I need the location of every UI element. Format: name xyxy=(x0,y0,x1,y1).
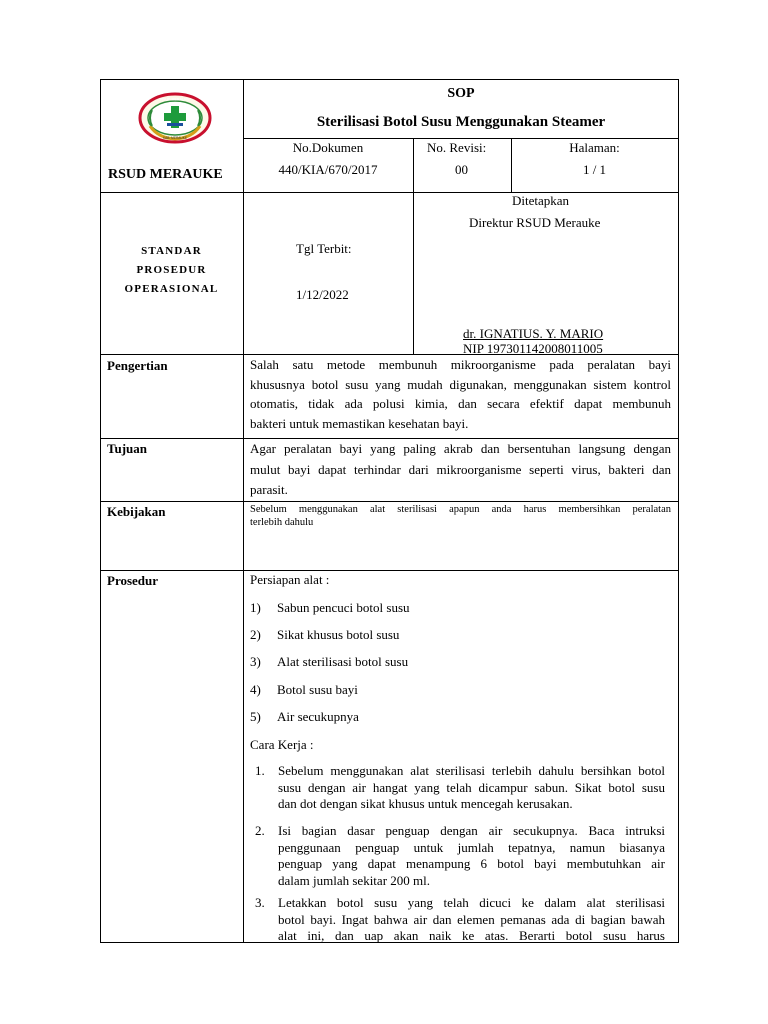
text-line: Letakkan botol susu yang telah dicuci ke dalam alat sterilisasi xyxy=(278,895,665,910)
sop-heading: SOP xyxy=(447,86,475,101)
step-number: 3. xyxy=(255,895,265,910)
text-line: penguap yang dapat menampung 6 botol bayi membutuhkan air xyxy=(278,856,665,871)
alat-number: 4) xyxy=(250,682,261,697)
no-dokumen-value: 440/KIA/670/2017 xyxy=(278,162,378,177)
table-hline-title xyxy=(243,138,679,139)
alat-item: Sabun pencuci botol susu xyxy=(277,600,410,615)
tgl-terbit-label: Tgl Terbit: xyxy=(296,241,352,256)
alat-number: 3) xyxy=(250,654,261,669)
text-line: Isi bagian dasar penguap dengan air secukupnya. Baca intruksi xyxy=(278,823,665,838)
text-line: mulut bayi dapat terhindar dari mikroorganisme seperti virus, bakteri dan xyxy=(250,461,671,477)
table-hline-kebijakan xyxy=(100,570,679,571)
operasional-label: OPERASIONAL xyxy=(124,283,219,295)
tujuan-text xyxy=(250,439,671,501)
persiapan-alat-title: Persiapan alat : xyxy=(250,572,330,587)
text-line: Sebelum menggunakan alat sterilisasi terlebih dahulu bersihkan botol xyxy=(278,763,665,778)
alat-item: Sikat khusus botol susu xyxy=(277,627,400,642)
text-line: dan dot dengan sikat khusus untuk mencegah kerusakan. xyxy=(278,796,573,811)
text-line: penggunaan penguap untuk jumlah tepatnya, namun biasanya xyxy=(278,839,665,855)
hospital-name: RSUD MERAUKE xyxy=(108,167,223,182)
signatory-name: dr. IGNATIUS. Y. MARIO xyxy=(463,326,604,341)
text-line: Salah satu metode membunuh mikroorganisme pada peralatan bayi xyxy=(250,357,671,372)
table-hline-header xyxy=(100,192,679,193)
text-line: otomatis, tidak ada polusi kimia, dan secara efektif dapat membunuh xyxy=(250,396,671,411)
halaman-label: Halaman: xyxy=(569,140,620,155)
table-border-top xyxy=(100,79,679,80)
kebijakan-text xyxy=(250,503,671,529)
alat-number: 1) xyxy=(250,600,261,615)
text-line: terlebih dahulu xyxy=(250,517,314,528)
step-number: 1. xyxy=(255,763,265,778)
tgl-terbit-value: 1/12/2022 xyxy=(296,287,349,302)
text-line: khususnya botol susu yang mudah digunakan, menggunakan sistem kontrol xyxy=(250,376,671,392)
pengertian-text xyxy=(250,355,671,433)
text-line: alat ini, dan uap akan naik ke atas. Berarti botol susu harus xyxy=(278,928,665,943)
step-number: 2. xyxy=(255,823,265,838)
table-border-left xyxy=(100,79,101,943)
text-line: bakteri untuk memastikan kesehatan bayi. xyxy=(250,415,469,431)
text-line: botol bayi. Ingat bahwa air dan elemen pemanas ada di bagian bawah xyxy=(278,911,665,927)
hospital-logo xyxy=(138,92,212,144)
pengertian-label: Pengertian xyxy=(107,358,168,373)
text-line: Agar peralatan bayi yang paling akrab dan bersentuhan langsung dengan xyxy=(250,441,671,456)
no-dokumen-label: No.Dokumen xyxy=(292,140,364,155)
alat-item: Alat sterilisasi botol susu xyxy=(277,654,409,669)
kebijakan-label: Kebijakan xyxy=(107,504,166,519)
step-text xyxy=(278,823,665,889)
step-text xyxy=(278,895,665,945)
prosedur-section-label: Prosedur xyxy=(107,573,159,588)
svg-text:RSUD MERAUKE: RSUD MERAUKE xyxy=(160,97,190,102)
table-vline-nodok xyxy=(413,138,414,354)
tujuan-label: Tujuan xyxy=(107,441,147,456)
ditetapkan-label: Ditetapkan xyxy=(512,193,570,208)
prosedur-label: PROSEDUR xyxy=(136,264,207,276)
text-line: parasit. xyxy=(250,482,288,497)
document-title: Sterilisasi Botol Susu Menggunakan Steamer xyxy=(316,114,606,130)
halaman-value: 1 / 1 xyxy=(582,162,607,177)
table-hline-tujuan xyxy=(100,501,679,502)
alat-item: Air secukupnya xyxy=(277,709,359,724)
direktur-label: Direktur RSUD Merauke xyxy=(469,215,601,230)
table-vline-left-col xyxy=(243,79,244,943)
step-text xyxy=(278,763,665,813)
alat-number: 2) xyxy=(250,627,261,642)
cara-kerja-title: Cara Kerja : xyxy=(250,737,314,752)
text-line: Sebelum menggunakan alat sterilisasi apapun anda harus membersihkan peralatan xyxy=(250,504,671,515)
text-line: dalam jumlah sekitar 200 ml. xyxy=(278,872,430,888)
signatory-nip: NIP 197301142008011005 xyxy=(463,341,603,356)
no-revisi-value: 00 xyxy=(455,162,468,177)
table-border-right xyxy=(678,79,679,943)
no-revisi-label: No. Revisi: xyxy=(427,140,487,155)
alat-item: Botol susu bayi xyxy=(277,682,358,697)
svg-text:KAB. MERAUKE: KAB. MERAUKE xyxy=(163,136,187,140)
text-line: susu dengan air hangat yang telah dicampur sabun. Sikat botol susu xyxy=(278,779,665,795)
standar-label: STANDAR xyxy=(141,245,202,257)
alat-number: 5) xyxy=(250,709,261,724)
